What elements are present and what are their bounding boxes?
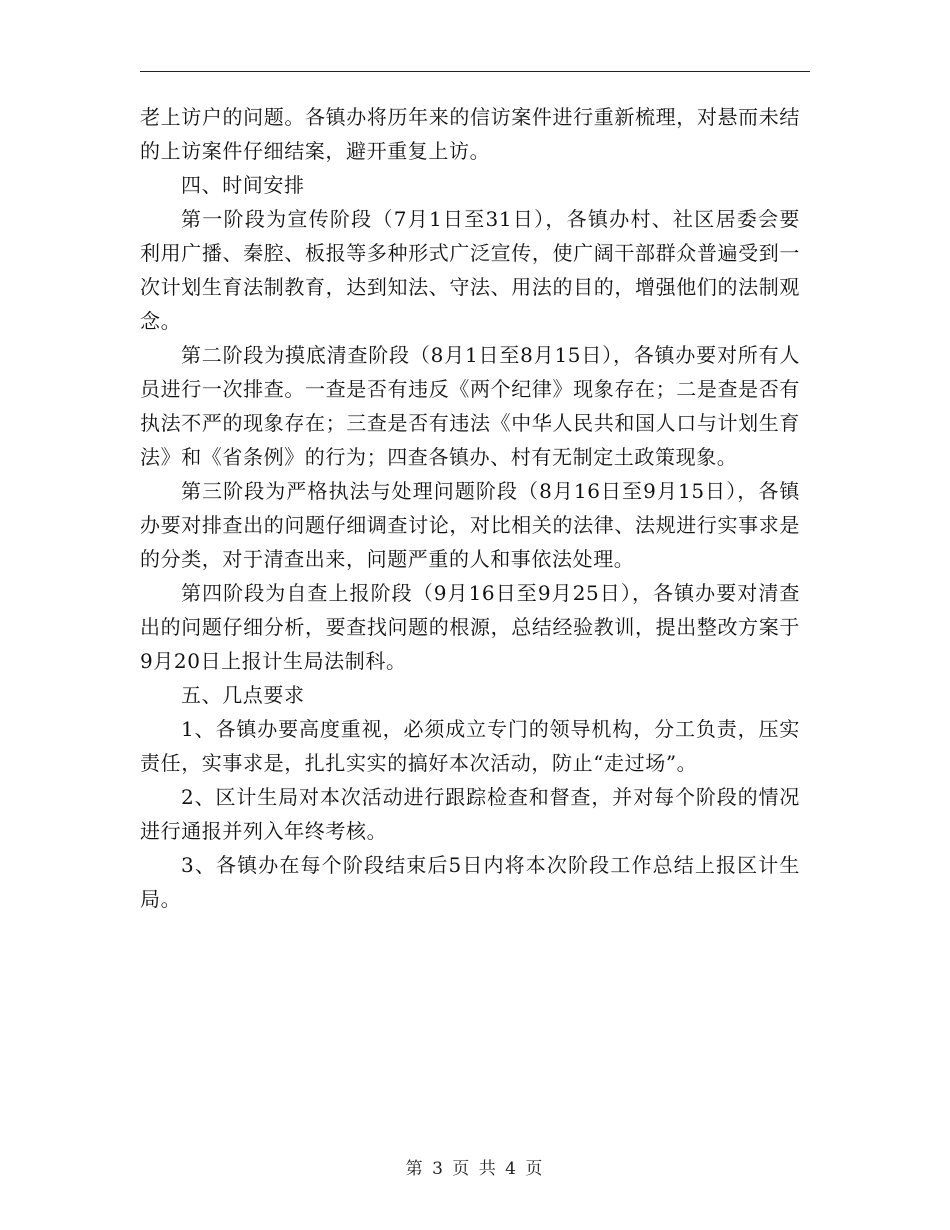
requirement-item-1: 1、各镇办要高度重视，必须成立专门的领导机构，分工负责，压实责任，实事求是，扎扎实实的搞好本次活动，防止“走过场”。 <box>140 717 800 775</box>
paragraph-phase-two: 第二阶段为摸底清查阶段（8月1日至8月15日），各镇办要对所有人员进行一次排查。一查是否有违反《两个纪律》现象存在；二是查是否有执法不严的现象存在；三查是否有违法《中华人民共和国人口与计划生育法》和《省条例》的行为；四查各镇办、村有无制定土政策现象。 <box>140 343 800 469</box>
requirement-item-3: 3、各镇办在每个阶段结束后5日内将本次阶段工作总结上报区计生局。 <box>140 853 800 911</box>
paragraph-phase-four: 第四阶段为自查上报阶段（9月16日至9月25日），各镇办要对清查出的问题仔细分析，要查找问题的根源，总结经验教训，提出整改方案于9月20日上报计生局法制科。 <box>140 581 800 673</box>
paragraph-phase-one: 第一阶段为宣传阶段（7月1日至31日），各镇办村、社区居委会要利用广播、秦腔、板报等多种形式广泛宣传，使广阔干部群众普遍受到一次计划生育法制教育，达到知法、守法、用法的目的，增强他们的法制观念。 <box>140 207 800 333</box>
requirement-item-2: 2、区计生局对本次活动进行跟踪检查和督查，并对每个阶段的情况进行通报并列入年终考核。 <box>140 785 800 843</box>
header-rule <box>140 71 810 72</box>
paragraph-continued: 老上访户的问题。各镇办将历年来的信访案件进行重新梳理，对悬而未结的上访案件仔细结案，避开重复上访。 <box>140 105 800 163</box>
page-number: 第 3 页 共 4 页 <box>405 1159 545 1179</box>
document-body <box>140 100 800 916</box>
section-heading-schedule: 四、时间安排 <box>181 173 305 197</box>
section-heading-requirements: 五、几点要求 <box>181 683 305 707</box>
paragraph-phase-three: 第三阶段为严格执法与处理问题阶段（8月16日至9月15日），各镇办要对排查出的问题仔细调查讨论，对比相关的法律、法规进行实事求是的分类，对于清查出来，问题严重的人和事依法处理。 <box>140 479 800 571</box>
